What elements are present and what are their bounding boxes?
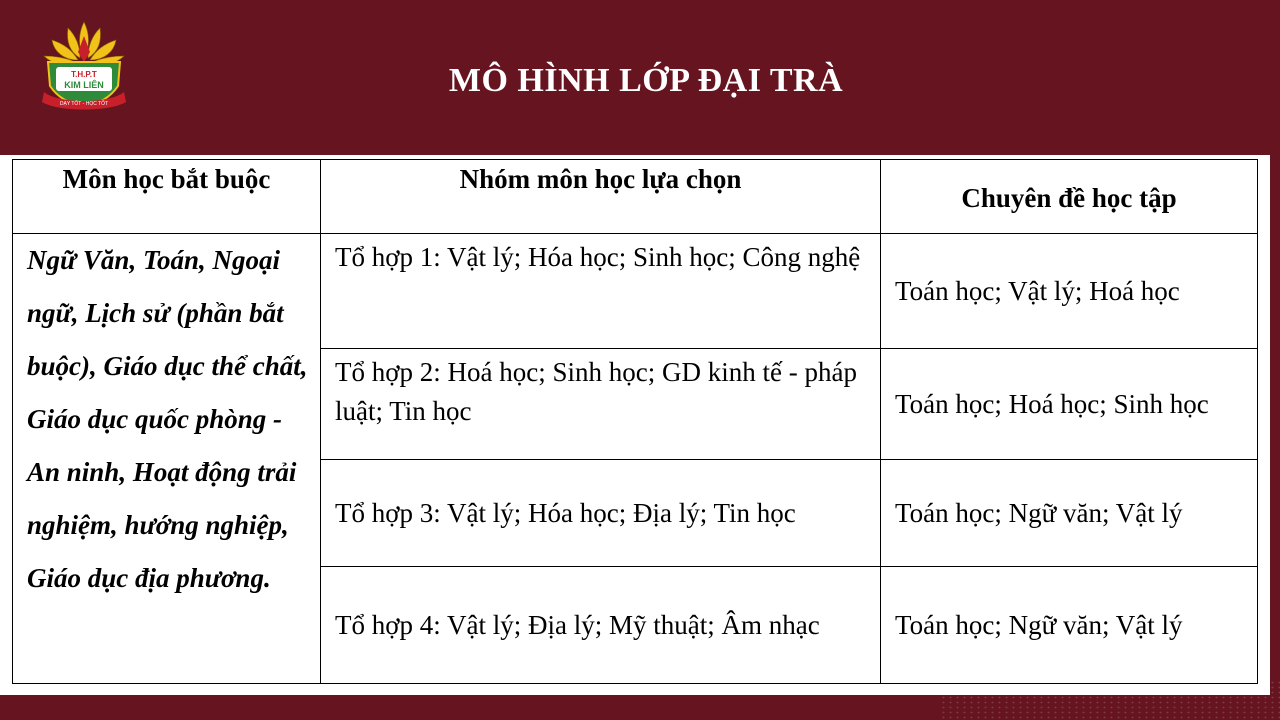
elective-group-cell: Tổ hợp 4: Vật lý; Địa lý; Mỹ thuật; Âm nhạc [321, 567, 881, 684]
elective-group-cell: Tổ hợp 2: Hoá học; Sinh học; GD kinh tế - pháp luật; Tin học [321, 349, 881, 460]
header-elective-groups: Nhóm môn học lựa chọn [321, 160, 881, 234]
table-header-row [13, 160, 1258, 234]
page-title: MÔ HÌNH LỚP ĐẠI TRÀ [448, 62, 844, 99]
required-subjects-cell: Ngữ Văn, Toán, Ngoại ngữ, Lịch sử (phần bắt buộc), Giáo dục thể chất, Giáo dục quốc phòng - An ninh, Hoạt động trải nghiệm, hướng nghiệp, Giáo dục địa phương. [13, 234, 321, 684]
study-topics-cell: Toán học; Ngữ văn; Vật lý [881, 460, 1258, 567]
content-panel [0, 155, 1270, 695]
elective-group-cell: Tổ hợp 3: Vật lý; Hóa học; Địa lý; Tin học [321, 460, 881, 567]
logo-motto: DẠY TỐT - HỌC TỐT [59, 101, 109, 107]
logo-line1: T.H.P.T [71, 70, 97, 79]
header-study-topics: Chuyên đề học tập [881, 160, 1258, 234]
elective-group-cell: Tổ hợp 1: Vật lý; Hóa học; Sinh học; Công nghệ [321, 234, 881, 349]
logo-line2: KIM LIÊN [64, 80, 104, 90]
header-required-subjects: Môn học bắt buộc [13, 160, 321, 234]
study-topics-cell: Toán học; Ngữ văn; Vật lý [881, 567, 1258, 684]
study-topics-cell: Toán học; Hoá học; Sinh học [881, 349, 1258, 460]
study-topics-cell: Toán học; Vật lý; Hoá học [881, 234, 1258, 349]
curriculum-table [12, 159, 1258, 684]
table-row [13, 234, 1258, 349]
